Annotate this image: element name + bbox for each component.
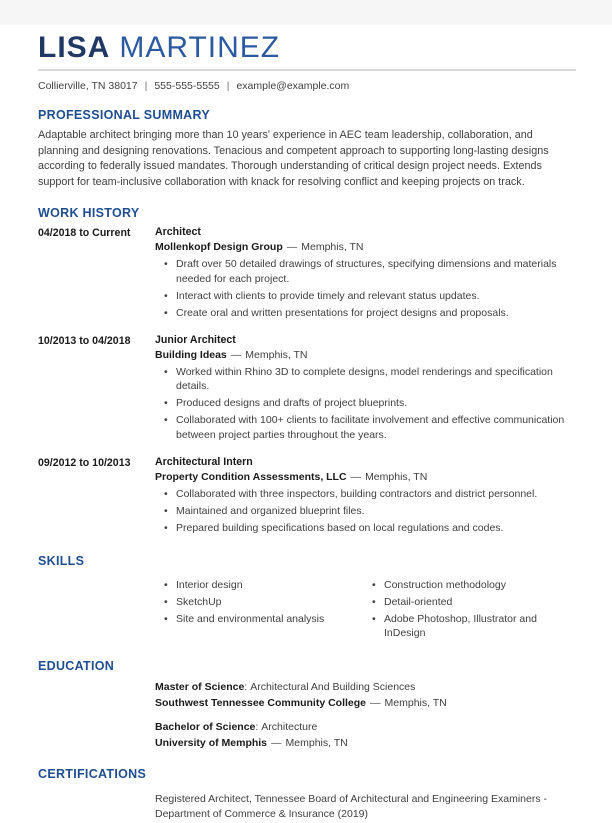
colon-separator: :	[255, 721, 259, 734]
job-bullet: • Collaborated with three inspectors, building contractors and district personnel.	[176, 487, 576, 502]
school-name: Southwest Tennessee Community College	[155, 697, 367, 710]
job-bullet: • Interact with clients to provide timely and relevant status updates.	[176, 289, 576, 304]
education-entry	[155, 719, 576, 751]
job-date-range: 09/2012 to 10/2013	[38, 456, 131, 469]
education-entry	[155, 679, 576, 711]
section-skills	[38, 554, 576, 644]
section-education	[38, 659, 576, 751]
degree-field: Architecture	[261, 721, 318, 734]
candidate-first-name: LISA	[38, 31, 111, 64]
candidate-last-name: MARTINEZ	[119, 31, 281, 64]
job-date-range: 04/2018 to Current	[38, 227, 131, 240]
resume-page	[0, 25, 612, 823]
job-bullet: • Produced designs and drafts of project blueprints.	[176, 396, 576, 411]
section-certifications	[38, 767, 576, 823]
school-line	[155, 735, 576, 751]
section-heading-skills: SKILLS	[38, 553, 85, 568]
degree-field: Architectural And Building Sciences	[250, 681, 416, 694]
company-name: Property Condition Assessments, LLC	[155, 470, 347, 483]
skill-item: • Construction methodology	[384, 578, 576, 593]
company-name: Mollenkopf Design Group	[155, 241, 283, 254]
job-location: Memphis, TN	[365, 470, 428, 483]
colon-separator: :	[244, 681, 248, 694]
degree-name: Bachelor of Science	[155, 721, 256, 734]
job-bullet-list	[155, 487, 576, 536]
company-line	[155, 241, 576, 253]
section-work-history	[38, 206, 576, 538]
job-details	[155, 334, 576, 445]
job-details	[155, 456, 576, 538]
summary-text: Adaptable architect bringing more than 10 years' experience in AEC team leadership, collaboration, and planning and designing renovations. Tenacious and competent approach to supporting long-lasting designs according to federally issued mandates. Thorough understanding of critical design project needs. Extends support for team-inclusive collaboration with knack for resolving conflict and keeping projects on track.	[38, 129, 549, 188]
company-line	[155, 349, 576, 361]
candidate-name	[38, 32, 576, 64]
skill-item: • SketchUp	[176, 595, 363, 610]
skill-item: • Adobe Photoshop, Illustrator and InDesign	[384, 612, 576, 641]
job-bullet: • Maintained and organized blueprint files.	[176, 504, 576, 519]
pipe-separator: |	[144, 80, 148, 92]
contact-phone: 555-555-5555	[154, 80, 220, 92]
section-heading-education: EDUCATION	[38, 659, 115, 674]
skills-columns	[155, 574, 576, 644]
resume-header	[38, 32, 576, 92]
work-entry	[38, 226, 576, 323]
school-location: Memphis, TN	[384, 697, 447, 710]
work-entry	[38, 456, 576, 538]
skill-item: • Detail-oriented	[384, 595, 576, 610]
education-entries	[155, 679, 576, 751]
degree-line	[155, 679, 576, 695]
company-line	[155, 471, 576, 483]
skills-list-right	[363, 578, 576, 644]
job-bullet: • Worked within Rhino 3D to complete designs, model renderings and specification details.	[176, 365, 576, 394]
degree-line	[155, 719, 576, 735]
job-bullet-list	[155, 257, 576, 320]
top-margin-band	[0, 0, 612, 25]
skill-item: • Interior design	[176, 578, 363, 593]
section-heading-work-history: WORK HISTORY	[38, 206, 140, 221]
job-title: Junior Architect	[155, 333, 236, 346]
section-heading-professional-summary: PROFESSIONAL SUMMARY	[38, 108, 210, 122]
header-divider	[38, 69, 576, 71]
company-name: Building Ideas	[155, 348, 227, 361]
job-date-range: 10/2013 to 04/2018	[38, 334, 131, 347]
school-line	[155, 695, 576, 711]
job-bullet: • Create oral and written presentations for project designs and proposals.	[176, 306, 576, 321]
dash-separator: —	[350, 470, 362, 483]
job-location: Memphis, TN	[245, 348, 308, 361]
work-entry	[38, 334, 576, 445]
job-bullet: • Draft over 50 detailed drawings of structures, specifying dimensions and materials needed for each project.	[176, 257, 576, 286]
job-bullet: • Collaborated with 100+ clients to facilitate involvement and effective communication between project parties throughout the years.	[176, 413, 576, 442]
section-professional-summary	[38, 108, 576, 190]
certification-text: Registered Architect, Tennessee Board of Architectural and Engineering Examiners - Department of Commerce & Insurance (2019)	[155, 792, 548, 821]
job-bullet-list	[155, 365, 576, 443]
degree-name: Master of Science	[155, 681, 245, 694]
school-location: Memphis, TN	[285, 737, 348, 750]
job-title: Architect	[155, 226, 201, 239]
contact-location: Collierville, TN 38017	[38, 80, 138, 92]
pipe-separator: |	[226, 80, 230, 92]
dash-separator: —	[271, 737, 282, 750]
job-bullet: • Prepared building specifications based on local regulations and codes.	[176, 521, 576, 536]
contact-email: example@example.com	[236, 80, 350, 92]
job-location: Memphis, TN	[301, 241, 364, 254]
dash-separator: —	[286, 241, 298, 254]
section-heading-certifications: CERTIFICATIONS	[38, 767, 147, 782]
dash-separator: —	[370, 697, 381, 710]
school-name: University of Memphis	[155, 737, 268, 750]
skill-item: • Site and environmental analysis	[176, 612, 363, 627]
job-title: Architectural Intern	[155, 455, 253, 468]
contact-line	[38, 80, 576, 92]
skills-list-left	[155, 578, 363, 644]
dash-separator: —	[230, 348, 242, 361]
job-details	[155, 226, 576, 323]
